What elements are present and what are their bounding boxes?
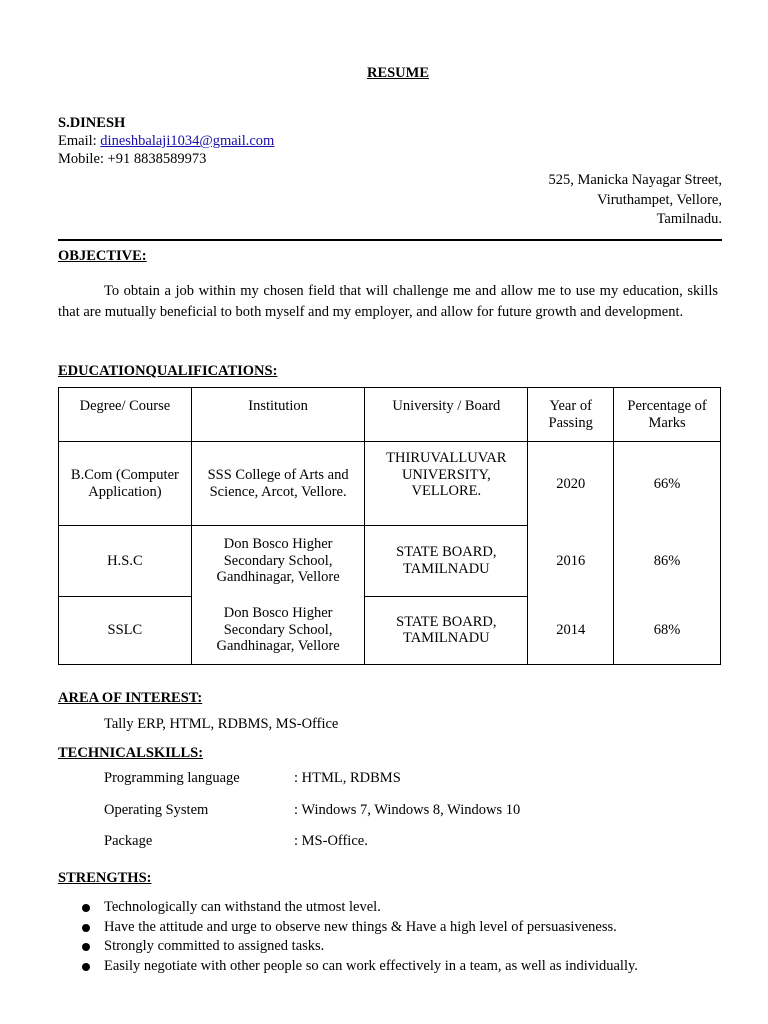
skill-value: : MS-Office. — [294, 833, 368, 849]
cell-institution: SSS College of Arts and Science, Arcot, Vellore. — [191, 442, 365, 526]
cell-board: STATE BOARD, TAMILNADU — [365, 596, 528, 665]
cell-board: THIRUVALLUVAR UNIVERSITY, VELLORE. — [365, 442, 528, 526]
skill-value: : Windows 7, Windows 8, Windows 10 — [294, 802, 521, 818]
column-header-degree: Degree/ Course — [59, 388, 192, 442]
list-item — [58, 937, 718, 957]
column-header-board: University / Board — [365, 388, 528, 442]
address-line: 525, Manicka Nayagar Street, — [548, 172, 722, 188]
column-header-percentage: Percentage of Marks — [614, 388, 721, 442]
cell-institution: Don Bosco Higher Secondary School, Gandhinagar, Vellore — [216, 605, 340, 655]
bullet-icon — [82, 943, 90, 951]
cell-year: 2020 — [556, 475, 586, 492]
education-table — [58, 387, 721, 665]
skill-label: Operating System — [104, 802, 209, 818]
cell-year: 2016 — [556, 552, 586, 569]
cell-degree: SSLC — [59, 596, 192, 665]
bullet-icon — [82, 904, 90, 912]
strength-text: Strongly committed to assigned tasks. — [104, 938, 325, 954]
cell-degree: B.Com (Computer Application) — [59, 442, 192, 526]
address-block — [548, 171, 722, 230]
objective-heading: OBJECTIVE: — [58, 248, 147, 264]
cell-percentage: 66% — [653, 475, 681, 492]
column-header-year: Year of Passing — [528, 388, 614, 442]
objective-text: To obtain a job within my chosen field that will challenge me and allow me to use my education, skills that are mutually beneficial to both myself and my employer, and allow for future growth and development. — [58, 283, 718, 320]
skills-heading: TECHNICALSKILLS: — [58, 745, 204, 761]
list-item — [58, 898, 718, 918]
cell-degree: H.S.C — [59, 526, 192, 597]
cell-percentage: 86% — [653, 552, 681, 569]
email-link[interactable]: dineshbalaji1034@gmail.com — [100, 133, 275, 149]
interest-heading: AREA OF INTEREST: — [58, 690, 203, 706]
strengths-list — [58, 898, 718, 976]
cell-institution: Don Bosco Higher Secondary School, Gandhinagar, Vellore — [216, 536, 340, 586]
resume-title: RESUME — [366, 65, 430, 81]
email-label: Email: — [58, 133, 101, 149]
skill-label: Package — [104, 833, 153, 849]
interest-text: Tally ERP, HTML, RDBMS, MS-Office — [104, 716, 339, 732]
column-header-institution: Institution — [191, 388, 365, 442]
bullet-icon — [82, 963, 90, 971]
skill-row — [104, 833, 368, 850]
education-heading: EDUCATIONQUALIFICATIONS: — [58, 363, 278, 379]
strength-text: Technologically can withstand the utmost level. — [104, 899, 381, 915]
skill-row — [104, 802, 520, 819]
address-line: Tamilnadu. — [656, 211, 722, 227]
address-line: Viruthampet, Vellore, — [597, 191, 722, 208]
skill-label: Programming language — [104, 770, 240, 786]
mobile-line: Mobile: +91 8838589973 — [58, 151, 207, 167]
table-row — [59, 442, 721, 526]
email-line — [58, 133, 274, 150]
skill-row — [104, 770, 401, 787]
percentage-column — [614, 442, 721, 665]
year-column — [528, 442, 614, 665]
candidate-name: S.DINESH — [58, 115, 126, 131]
institution-merged-cell — [191, 526, 365, 665]
table-header-row — [59, 388, 721, 442]
list-item — [58, 957, 718, 977]
cell-percentage: 68% — [653, 621, 681, 638]
strength-text: Have the attitude and urge to observe new things & Have a high level of persuasiveness. — [104, 918, 617, 935]
cell-year: 2014 — [556, 621, 586, 638]
cell-board: STATE BOARD, TAMILNADU — [365, 526, 528, 597]
strengths-heading: STRENGTHS: — [58, 870, 152, 886]
strength-text: Easily negotiate with other people so can work effectively in a team, as well as individually. — [104, 957, 638, 974]
skill-value: : HTML, RDBMS — [294, 770, 401, 786]
header-divider — [58, 239, 722, 241]
bullet-icon — [82, 924, 90, 932]
list-item — [58, 918, 718, 938]
